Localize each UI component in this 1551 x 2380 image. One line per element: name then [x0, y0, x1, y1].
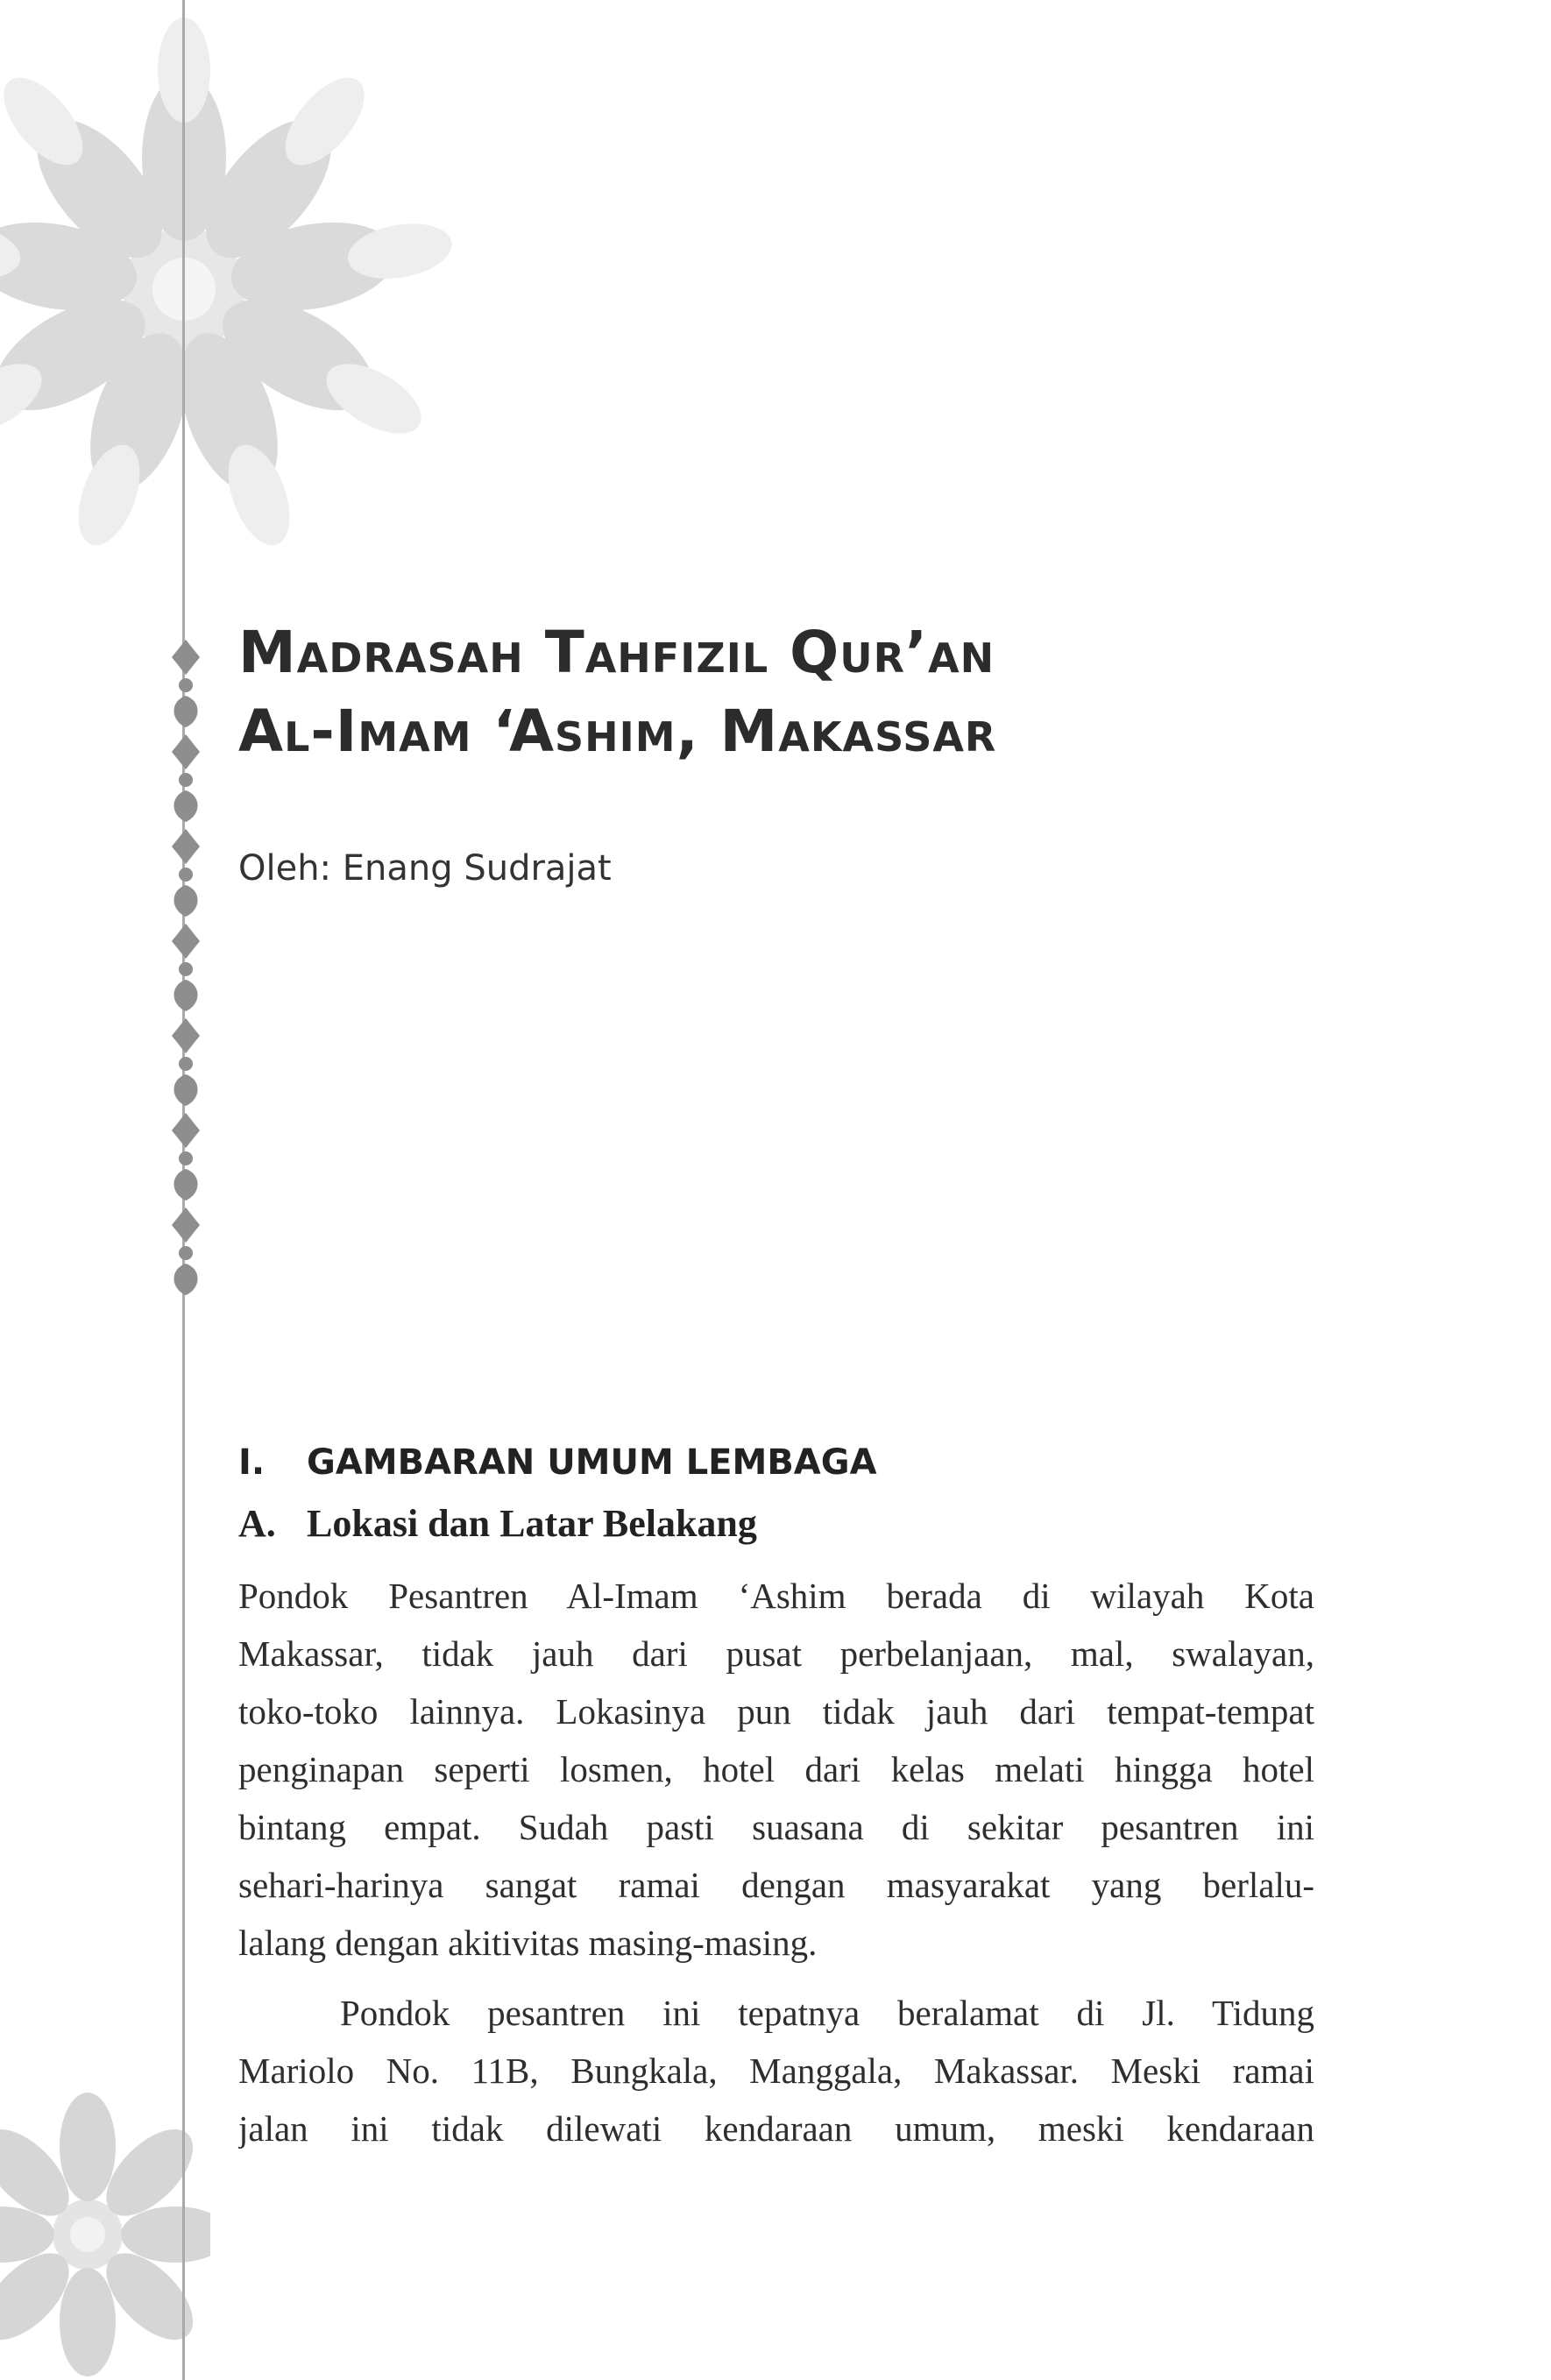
ornamental-border-strip — [151, 640, 221, 1306]
paragraph-1 — [238, 1567, 1314, 1972]
section-number: I. — [238, 1442, 266, 1483]
paragraph-line: Makassar, tidak jauh dari pusat perbelanjaan, mal, swalayan, — [238, 1633, 1314, 1674]
floral-ornament-bottom — [0, 2042, 210, 2380]
paragraph-line: Mariolo No. 11B, Bungkala, Manggala, Makassar. Meski ramai — [238, 2051, 1314, 2091]
paragraph-line: jalan ini tidak dilewati kendaraan umum, meski kendaraan — [238, 2108, 1314, 2149]
section-heading — [238, 1442, 877, 1483]
section-title: GAMBARAN UMUM LEMBAGA — [307, 1442, 877, 1483]
floral-ornament-top — [0, 0, 491, 613]
paragraph-line: bintang empat. Sudah pasti suasana di sekitar pesantren ini — [238, 1807, 1314, 1847]
chapter-title — [238, 613, 1421, 771]
subsection-number: A. — [238, 1502, 276, 1545]
paragraph-line: sehari-harinya sangat ramai dengan masyarakat yang berlalu- — [238, 1865, 1314, 1905]
chapter-title-line-1: Madrasah Tahfizil Qur’an — [238, 619, 995, 686]
paragraph-line: lalang dengan akitivitas masing-masing. — [238, 1923, 818, 1963]
chapter-title-line-2: Al-Imam ‘Ashim, Makassar — [238, 698, 997, 765]
paragraph-2 — [238, 1984, 1314, 2157]
subsection-title: Lokasi dan Latar Belakang — [307, 1502, 757, 1545]
paragraph-line: Pondok Pesantren Al-Imam ‘Ashim berada di wilayah Kota — [238, 1576, 1314, 1616]
subsection-heading — [238, 1501, 757, 1546]
paragraph-line: Pondok pesantren ini tepatnya beralamat di Jl. Tidung — [340, 1993, 1314, 2033]
author-byline: Oleh: Enang Sudrajat — [238, 848, 612, 889]
paragraph-line: toko-toko lainnya. Lokasinya pun tidak jauh dari tempat-tempat — [238, 1691, 1314, 1732]
paragraph-line: penginapan seperti losmen, hotel dari kelas melati hingga hotel — [238, 1749, 1314, 1789]
